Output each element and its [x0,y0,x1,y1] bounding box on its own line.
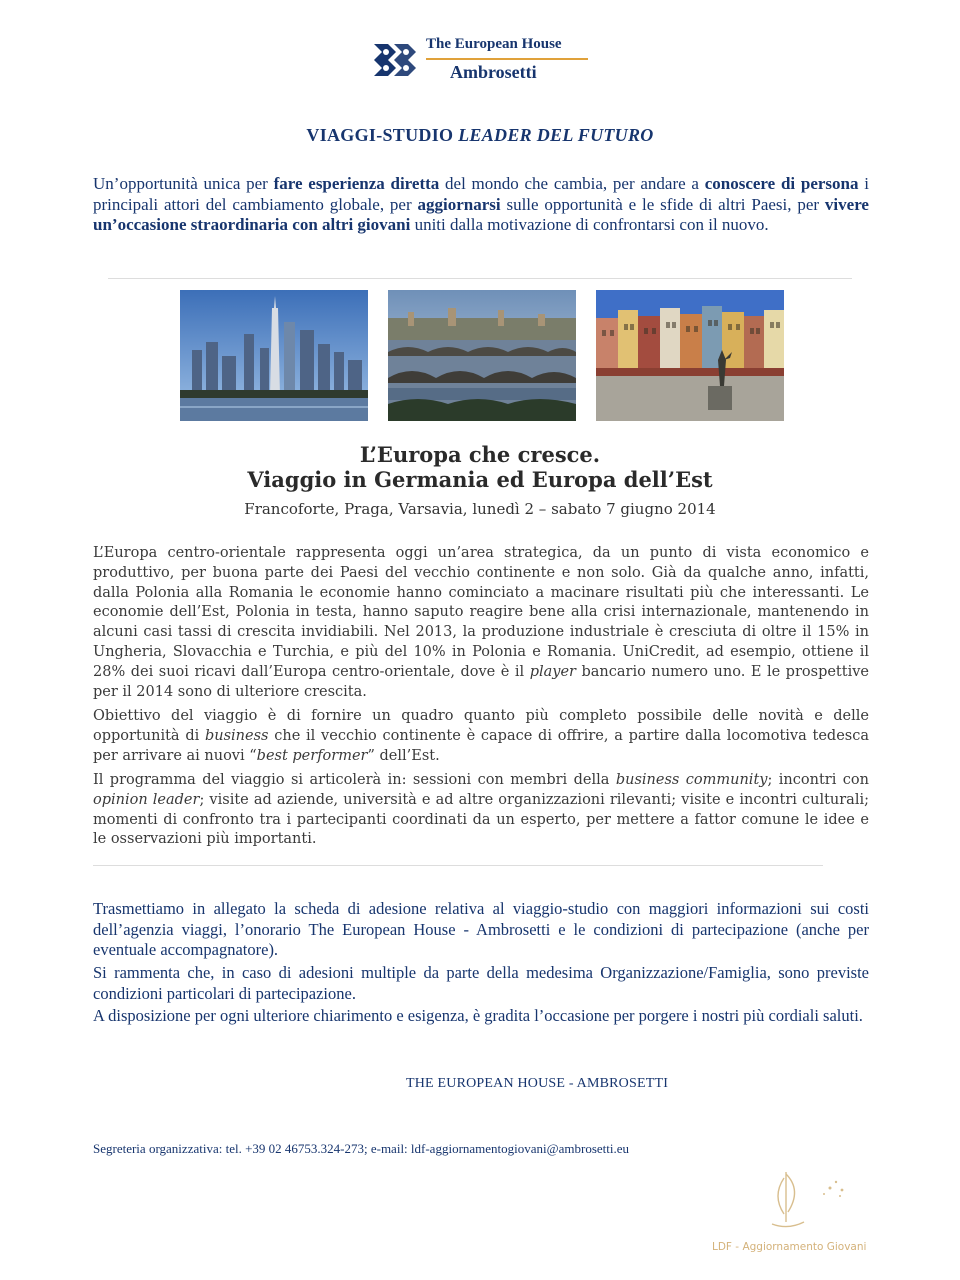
ambrosetti-logo-icon [372,40,420,80]
para-text: bancario numero uno. E le prospettive per il 2014 sono di ulteriore crescita. [93,663,869,700]
sailboat-icon [764,1166,860,1236]
para-text: Il programma del viaggio si articolerà in: sessioni con membri della [93,772,616,788]
para-italic: business community [615,772,768,788]
divider [93,865,823,866]
intro-bold: aggiornarsi [417,194,501,214]
intro-paragraph [93,174,869,236]
para-italic: best performer [256,747,368,764]
title-prefix: VIAGGI-STUDIO [306,125,459,145]
signature: THE EUROPEAN HOUSE - AMBROSETTI [406,1076,669,1091]
para-text: ” dell’Est. [367,747,440,764]
para-text: L’Europa centro-orientale rappresenta oggi un’area strategica, da un punto di vista economico e produttivo, per buona parte dei Paesi del vecchio continente e non solo. Già da qualche anno, infatti, dalla Polonia alla Romania le economie hanno cominciato a macinare risultati più che interessanti. Le economie dell’Est, Polonia in testa, hanno saputo reagire bene alla crisi internazionale, mantenendo in alcuni casi tassi di crescita invidiabili. Nel 2013, la produzione industriale è cresciuta di oltre il 15% in Ungheria, Slovacchia e Turchia, e più del 10% in Polonia e Romania. UniCredit, ad esempio, ottiene il 28% dei suoi ricavi dall’Europa centro-orientale, dove è il [93,545,869,680]
logo-line-2: Ambrosetti [450,62,537,82]
trip-dates: Francoforte, Praga, Varsavia, lunedì 2 – sabato 7 giugno 2014 [244,500,716,518]
para-italic: business [204,727,269,744]
intro-text: Un’opportunità unica per [93,174,274,193]
photo-warsaw-old-town [596,290,784,421]
trip-heading-1: L’Europa che cresce. [359,442,601,467]
intro-text: del mondo che cambia, per andare a [439,174,705,193]
divider [108,278,852,279]
title-italic: LEADER DEL FUTURO [458,125,654,145]
body-paragraph-1 [93,544,869,702]
intro-text: sulle opportunità e le sfide di altri Paesi, per [500,194,825,214]
para-text: ; visite ad aziende, università e ad altre organizzazioni rilevanti; visite e incontri culturali; momenti di confronto tra i partecipanti coordinati da un esperto, per mettere a fattor comune le idee e le osservazioni più importanti. [93,791,869,848]
photo-prague-bridges [388,290,576,421]
body-paragraph-3 [93,771,869,850]
para-text: Obiettivo del viaggio è di fornire un quadro quanto più completo possibile delle novità e delle opportunità di [93,708,869,744]
photo-frankfurt-skyline [180,290,368,421]
intro-bold: fare esperienza diretta [273,174,440,193]
logo-line-1: The European House [426,36,562,52]
logo-rule [426,58,588,60]
document-title [0,125,960,146]
intro-bold: vivere un’occasione straordinaria con altri giovani [93,194,869,234]
para-italic: opinion leader [93,791,200,808]
ambrosetti-logo [372,34,602,86]
ldf-label: LDF - Aggiornamento Giovani [712,1241,867,1253]
para-text: che il vecchio continente è capace di offrire, a partire dalla locomotiva tedesca per arrivare ai nuovi “ [93,727,869,764]
intro-text: i principali attori del cambiamento globale, per [93,174,869,214]
closing-paragraph-1: Trasmettiamo in allegato la scheda di adesione relativa al viaggio-studio con maggiori informazioni sui costi dell’agenzia viaggi, l’onorario The European House - Ambrosetti e le condizioni di partecipazione (anche per eventuale accompagnatore). [93,899,869,959]
closing-paragraph-2: Si rammenta che, in caso di adesioni multiple da parte della medesima Organizzazione/Famiglia, sono previste condizioni particolari di partecipazione. [93,963,869,1003]
intro-text: uniti dalla motivazione di confrontarsi con il nuovo. [410,215,769,234]
trip-heading-2: Viaggio in Germania ed Europa dell’Est [247,467,713,492]
para-text: ; incontri con [767,772,869,788]
para-italic: player [529,663,576,680]
body-paragraph-2 [93,707,869,766]
closing-paragraph-3: A disposizione per ogni ulteriore chiarimento e esigenza, è gradita l’occasione per porgere i nostri più cordiali saluti. [93,1006,863,1025]
footer-contact: Segreteria organizzativa: tel. +39 02 46753.324-273; e-mail: ldf-aggiornamentogiovani@ambrosetti.eu [93,1141,630,1156]
intro-bold: conoscere di persona [704,174,859,193]
